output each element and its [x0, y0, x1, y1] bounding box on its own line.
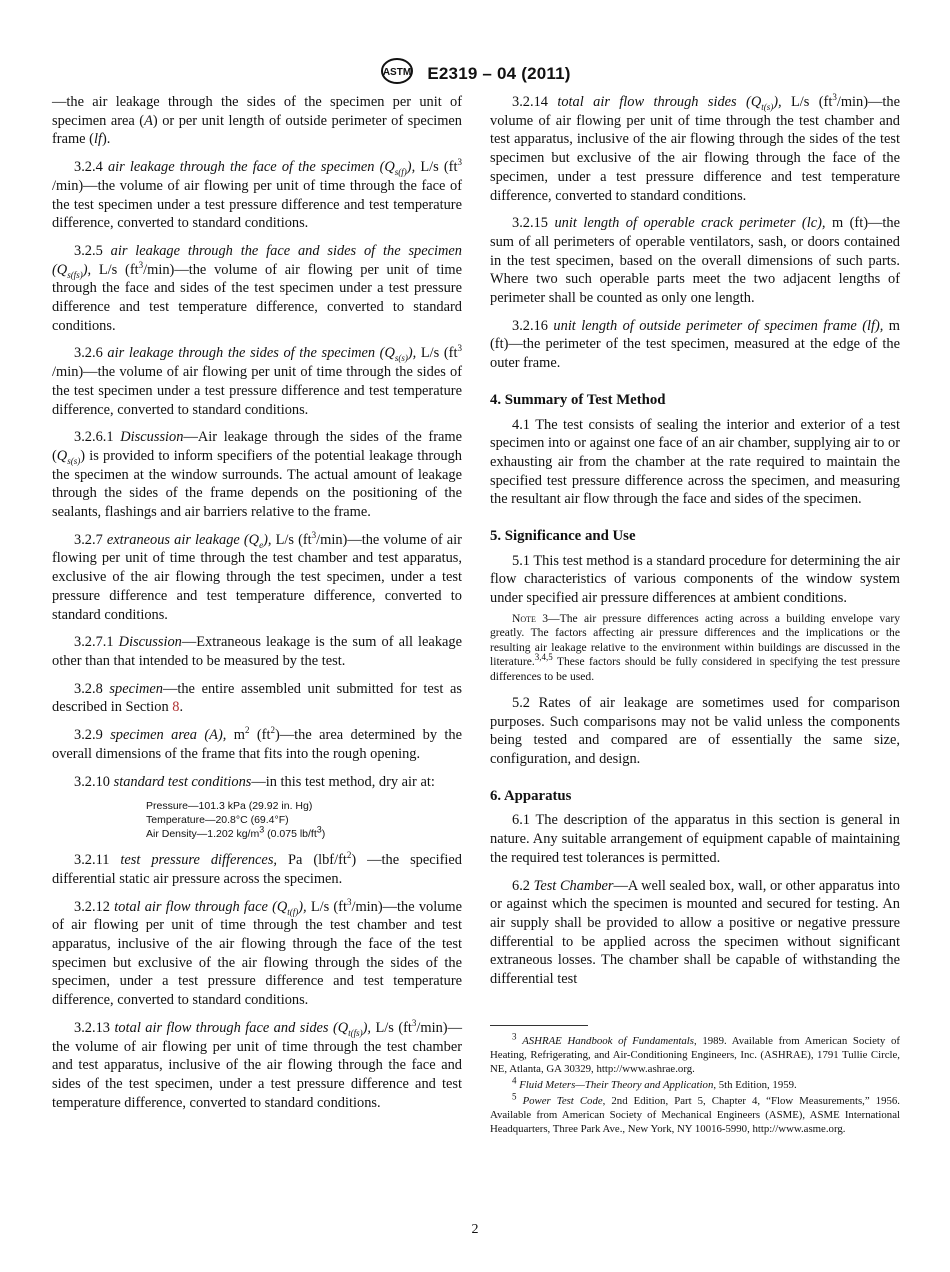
standard-conditions-list — [146, 799, 462, 841]
definition-3-2-4: 3.2.4 air leakage through the face of the specimen $(Q_{s(f)})$, L/s ($ft^3$ /min)—the volume of air flowing per unit of time through the face of the test specimen under a test pressure difference and test temperature difference, converted to standard conditions. — [52, 157, 462, 232]
paragraph-6-2: 6.2 Test Chamber—A well sealed box, wall, or other apparatus into or against which the specimen is mounted and secured for testing. An air supply shall be provided to allow a positive or negative pressure differential to be applied across the specimen without significant extraneous losses. The chamber shall be capable of withstanding the differential test — [490, 877, 900, 988]
section-heading-4: 4. Summary of Test Method — [490, 391, 666, 408]
astm-logo-icon — [379, 56, 415, 91]
definition-3-2-8: 3.2.8 specimen—the entire assembled unit submitted for test as described in Section 8. — [52, 680, 462, 716]
paragraph-6-1: 6.1 The description of the apparatus in this section is general in nature. Any suitable arrangement of equipment capable of maintaining the required test tolerances is permitted. — [490, 812, 900, 866]
definition-3-2-7-1: 3.2.7.1 Discussion—Extraneous leakage is the sum of all leakage other than that intended to be measured by the test. — [52, 634, 462, 669]
definition-3-2-6: 3.2.6 air leakage through the sides of the specimen $(Q_{s(s)})$, L/s ($ft^3$ /min)—the volume of air flowing per unit of time through the sides of the test specimen under a test pressure difference and test temperature difference, converted to standard conditions. — [52, 343, 462, 418]
document-title: E2319 – 04 (2011) — [427, 63, 571, 83]
left-column — [52, 93, 462, 1121]
paragraph-5-1: 5.1 This test method is a standard procedure for determining the air flow characteristics of various components of the window system under specified air pressure differences at ambient conditions. — [490, 552, 900, 607]
paragraph-continuation: —the air leakage through the sides of the specimen per unit of specimen area (A) or per unit length of outside perimeter of specimen frame (lf). — [52, 94, 462, 148]
paragraph-4-1: 4.1 The test consists of sealing the interior and exterior of a test specimen into or against one face of an air chamber, supplying air to or exhausting air from the chamber at the rate required to maintain the specified test pressure difference across the specimen, and measuring the resultant air flow through the face and sides of the specimen. — [490, 416, 900, 508]
page-number: 2 — [471, 1222, 479, 1237]
svg-text:ASTM: ASTM — [383, 67, 412, 78]
condition-temperature: Temperature—20.8°C (69.4°F) — [146, 814, 289, 827]
definition-3-2-5: 3.2.5 air leakage through the face and sides of the specimen $(Q_{s(fs)})$, L/s $(ft^3/\min)—the$ volume of air flowing per unit of time through the face and sides of the test specimen under a test pressure difference and test temperature difference, converted to standard conditions. — [52, 242, 462, 334]
section-heading-5: 5. Significance and Use — [490, 528, 636, 545]
definition-3-2-9: 3.2.9 specimen area (A), $m^2$ $(ft^2)—the$ area determined by the overall dimensions of the frame that fits into the rough opening. — [52, 725, 463, 762]
right-column — [490, 93, 900, 1138]
definition-3-2-7: 3.2.7 extraneous air leakage $(Q_e)$, L/s $(ft^3/\min)—the$ volume of air flowing per unit of time through the test chamber and test apparatus, exclusive of the air flowing through the test specimen, under a test pressure difference and test temperature difference, converted to standard conditions. — [52, 529, 462, 623]
paragraph-5-2: 5.2 Rates of air leakage are sometimes used for comparison purposes. Such comparisons may not be valid unless the components being tested and compared are of essentially the same size, configuration, and design. — [490, 694, 900, 768]
note-3: Note 3—The air pressure differences acting across a building envelope vary greatly. The factors affecting air pressure differences and the implications or the resulting air leakage relative to the environment within buildings are discussed in the literature.$^{3,4,5}$ These factors should be fully considered in specifying the test pressure differences to be used. — [490, 611, 901, 683]
definition-3-2-16: 3.2.16 unit length of outside perimeter of specimen frame (lf), m (ft)—the perimeter of the test specimen, measured at the edge of the outer frame. — [490, 317, 900, 372]
definition-3-2-13: 3.2.13 total air flow through face and sides $(Q_{t(fs)})$, L/s $(ft^3/\min)—the$ volume of air flowing per unit of time through the test chamber and test apparatus, inclusive of the air flowing through the face and sides of the test specimen, under a test pressure difference and test temperature difference, converted to standard conditions. — [52, 1018, 462, 1111]
definition-3-2-11: 3.2.11 test pressure differences, Pa $(lbf/ft^2)$ —the specified differential static air pressure across the specimen. — [52, 850, 463, 887]
definition-3-2-6-1: 3.2.6.1 Discussion—Air leakage through the sides of the frame $(Q_{s(s)})$ is provided to inform specifiers of the potential leakage through the specimen at the window surrounds. The actual amount of leakage through the sides of the frame depends on the positioning of the sealants, flashings and air barriers relative to the frame. — [52, 429, 462, 521]
definition-3-2-14: 3.2.14 total air flow through sides $(Q_{t(s)})$, L/s $(ft^3/\min)—the$ volume of air flowing per unit of time through the test chamber and test apparatus, inclusive of the air flowing through the sides of the test specimen but exclusive of the air flowing through the face of the specimen, under a test pressure difference and test temperature difference, converted to standard conditions. — [490, 92, 900, 204]
definition-3-2-15: 3.2.15 unit length of operable crack perimeter (lc), m (ft)—the sum of all perimeters of operable ventilators, sash, or doors contained in the test specimen, based on the overall dimensions of such parts. Where two such operable parts meet the two adjacent lengths of perimeter shall be counted as only one length. — [490, 215, 900, 307]
footnote-divider — [490, 1025, 588, 1026]
footnote-5: $^5$ Power Test Code, 2nd Edition, Part 5, Chapter 4, “Flow Measurements,” 1956. Available from American Society of Mechanical Engineers (ASME), ASME International Headquarters, Three Park Ave., New York, NY 10016-5990, http://www.asme.org. — [490, 1091, 901, 1135]
section-link[interactable]: 8 — [172, 699, 180, 716]
condition-air-density: Air Density—1.202 $kg/m^3$ (0.075 $lb/ft^3$) — [146, 824, 326, 841]
page-header — [0, 56, 950, 91]
footnote-4: $^4$ Fluid Meters—Their Theory and Application, 5th Edition, 1959. — [512, 1075, 797, 1091]
definition-3-2-10: 3.2.10 standard test conditions—in this test method, dry air at: — [74, 773, 435, 790]
section-heading-6: 6. Apparatus — [490, 787, 572, 804]
footnote-3: $^3$ ASHRAE Handbook of Fundamentals, 1989. Available from American Society of Heating, Refrigerating, and Air-Conditioning Engineers, Inc. (ASHRAE), 1791 Tullie Circle, NE, Atlanta, GA 30329, http://www.ashrae.org. — [490, 1031, 900, 1075]
condition-pressure: Pressure—101.3 kPa (29.92 in. Hg) — [146, 800, 313, 813]
definition-3-2-12: 3.2.12 total air flow through face $(Q_{t(f)})$, L/s $(ft^3/\min)—the$ volume of air flowing per unit of time through the test chamber and test apparatus, inclusive of the air flowing through the face of the test specimen but exclusive of the air flowing through the sides of the specimen, under a test pressure difference and test temperature difference, converted to standard conditions. — [52, 896, 462, 1009]
